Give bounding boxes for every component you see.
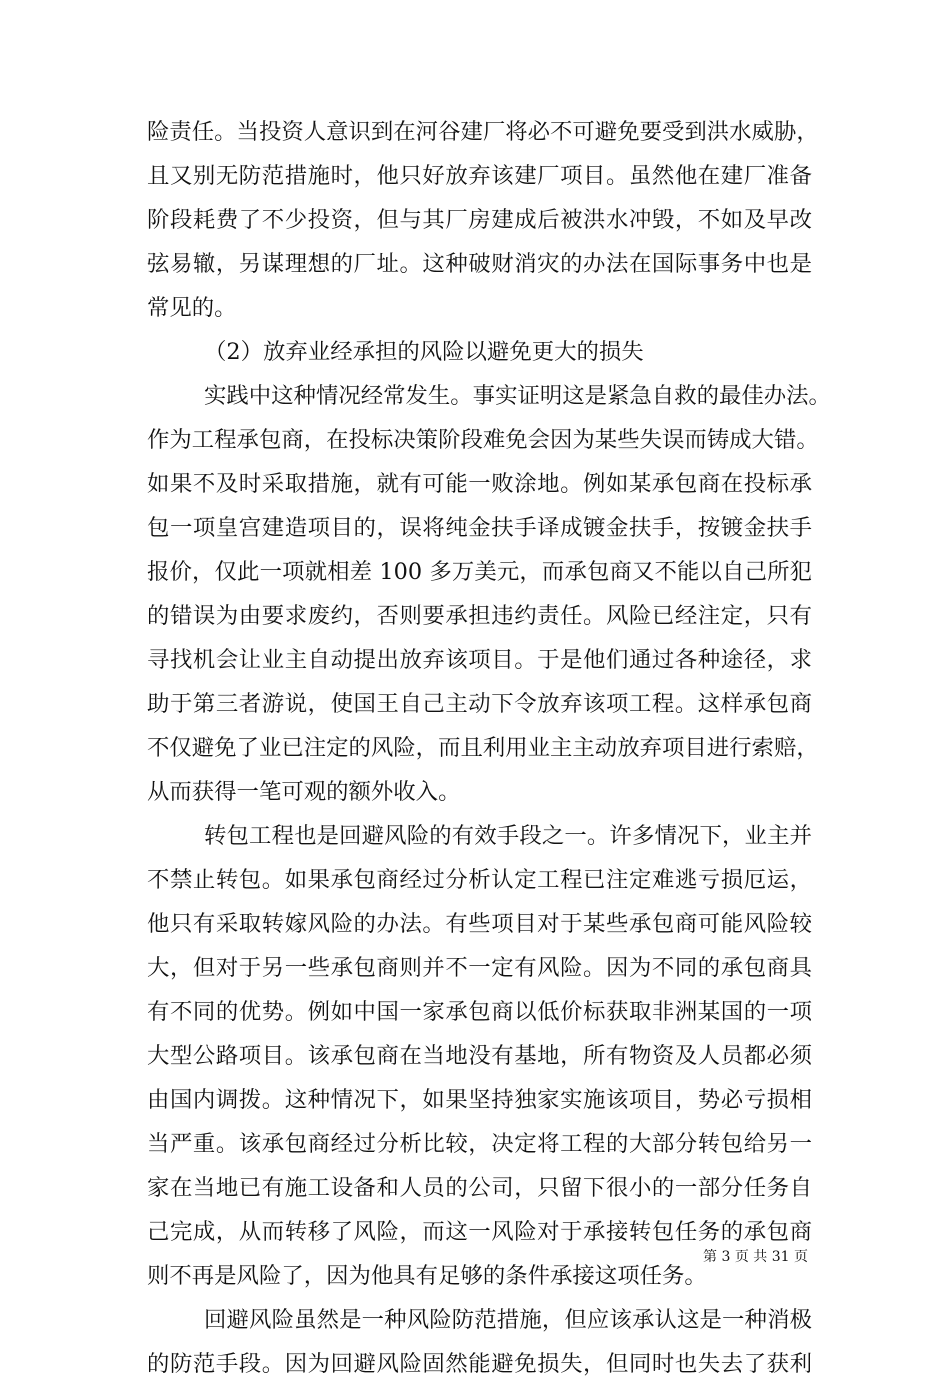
text-line: 险责任。当投资人意识到在河谷建厂将必不可避免要受到洪水威胁， [147, 119, 819, 145]
text-line: 作为工程承包商，在投标决策阶段难免会因为某些失误而铸成大错。 [147, 427, 819, 453]
text-line: 寻找机会让业主自动提出放弃该项目。于是他们通过各种途径，求 [147, 647, 812, 673]
text-line: 如果不及时采取措施，就有可能一败涂地。例如某承包商在投标承 [147, 471, 812, 497]
text-line: 常见的。 [147, 295, 237, 321]
paragraph-first-line: 转包工程也是回避风险的有效手段之一。许多情况下，业主并 [204, 823, 812, 849]
text-line: 则不再是风险了，因为他具有足够的条件承接这项任务。 [147, 1263, 707, 1289]
paragraph-first-line: 实践中这种情况经常发生。事实证明这是紧急自救的最佳办法。 [204, 383, 831, 409]
text-line: 且又别无防范措施时，他只好放弃该建厂项目。虽然他在建厂准备 [147, 163, 812, 189]
text-line: 大型公路项目。该承包商在当地没有基地，所有物资及人员都必须 [147, 1043, 812, 1069]
page-number-footer: 第 3 页 共 31 页 [703, 1249, 808, 1265]
text-line: 他只有采取转嫁风险的办法。有些项目对于某些承包商可能风险较 [147, 911, 812, 937]
text-line: 助于第三者游说，使国王自己主动下令放弃该项工程。这样承包商 [147, 691, 812, 717]
text-line: 从而获得一笔可观的额外收入。 [147, 779, 461, 805]
text-line: 的错误为由要求废约，否则要承担违约责任。风险已经注定，只有 [147, 603, 812, 629]
text-line: 当严重。该承包商经过分析比较，决定将工程的大部分转包给另一 [147, 1131, 812, 1157]
text-line: 不禁止转包。如果承包商经过分析认定工程已注定难逃亏损厄运， [147, 867, 812, 893]
text-line: 阶段耗费了不少投资，但与其厂房建成后被洪水冲毁，不如及早改 [147, 207, 812, 233]
text-line: 包一项皇宫建造项目的，误将纯金扶手译成镀金扶手，按镀金扶手 [147, 515, 812, 541]
text-line: 己完成，从而转移了风险，而这一风险对于承接转包任务的承包商 [147, 1219, 812, 1245]
text-line: 弦易辙，另谋理想的厂址。这种破财消灾的办法在国际事务中也是 [147, 251, 812, 277]
text-line: 的防范手段。因为回避风险固然能避免损失，但同时也失去了获利 [147, 1351, 812, 1377]
body-text [147, 110, 831, 1386]
paragraph-first-line: 回避风险虽然是一种风险防范措施，但应该承认这是一种消极 [204, 1307, 812, 1333]
text-line: 不仅避免了业已注定的风险，而且利用业主主动放弃项目进行索赔， [147, 735, 819, 761]
text-line: 由国内调拨。这种情况下，如果坚持独家实施该项目，势必亏损相 [147, 1087, 812, 1113]
text-line: 报价，仅此一项就相差 100 多万美元，而承包商又不能以自己所犯 [147, 559, 812, 585]
text-line: 家在当地已有施工设备和人员的公司，只留下很小的一部分任务自 [147, 1175, 812, 1201]
text-line: 大，但对于另一些承包商则并不一定有风险。因为不同的承包商具 [147, 955, 812, 981]
text-line: 有不同的优势。例如中国一家承包商以低价标获取非洲某国的一项 [147, 999, 812, 1025]
section-heading: （2）放弃业经承担的风险以避免更大的损失 [204, 339, 644, 365]
